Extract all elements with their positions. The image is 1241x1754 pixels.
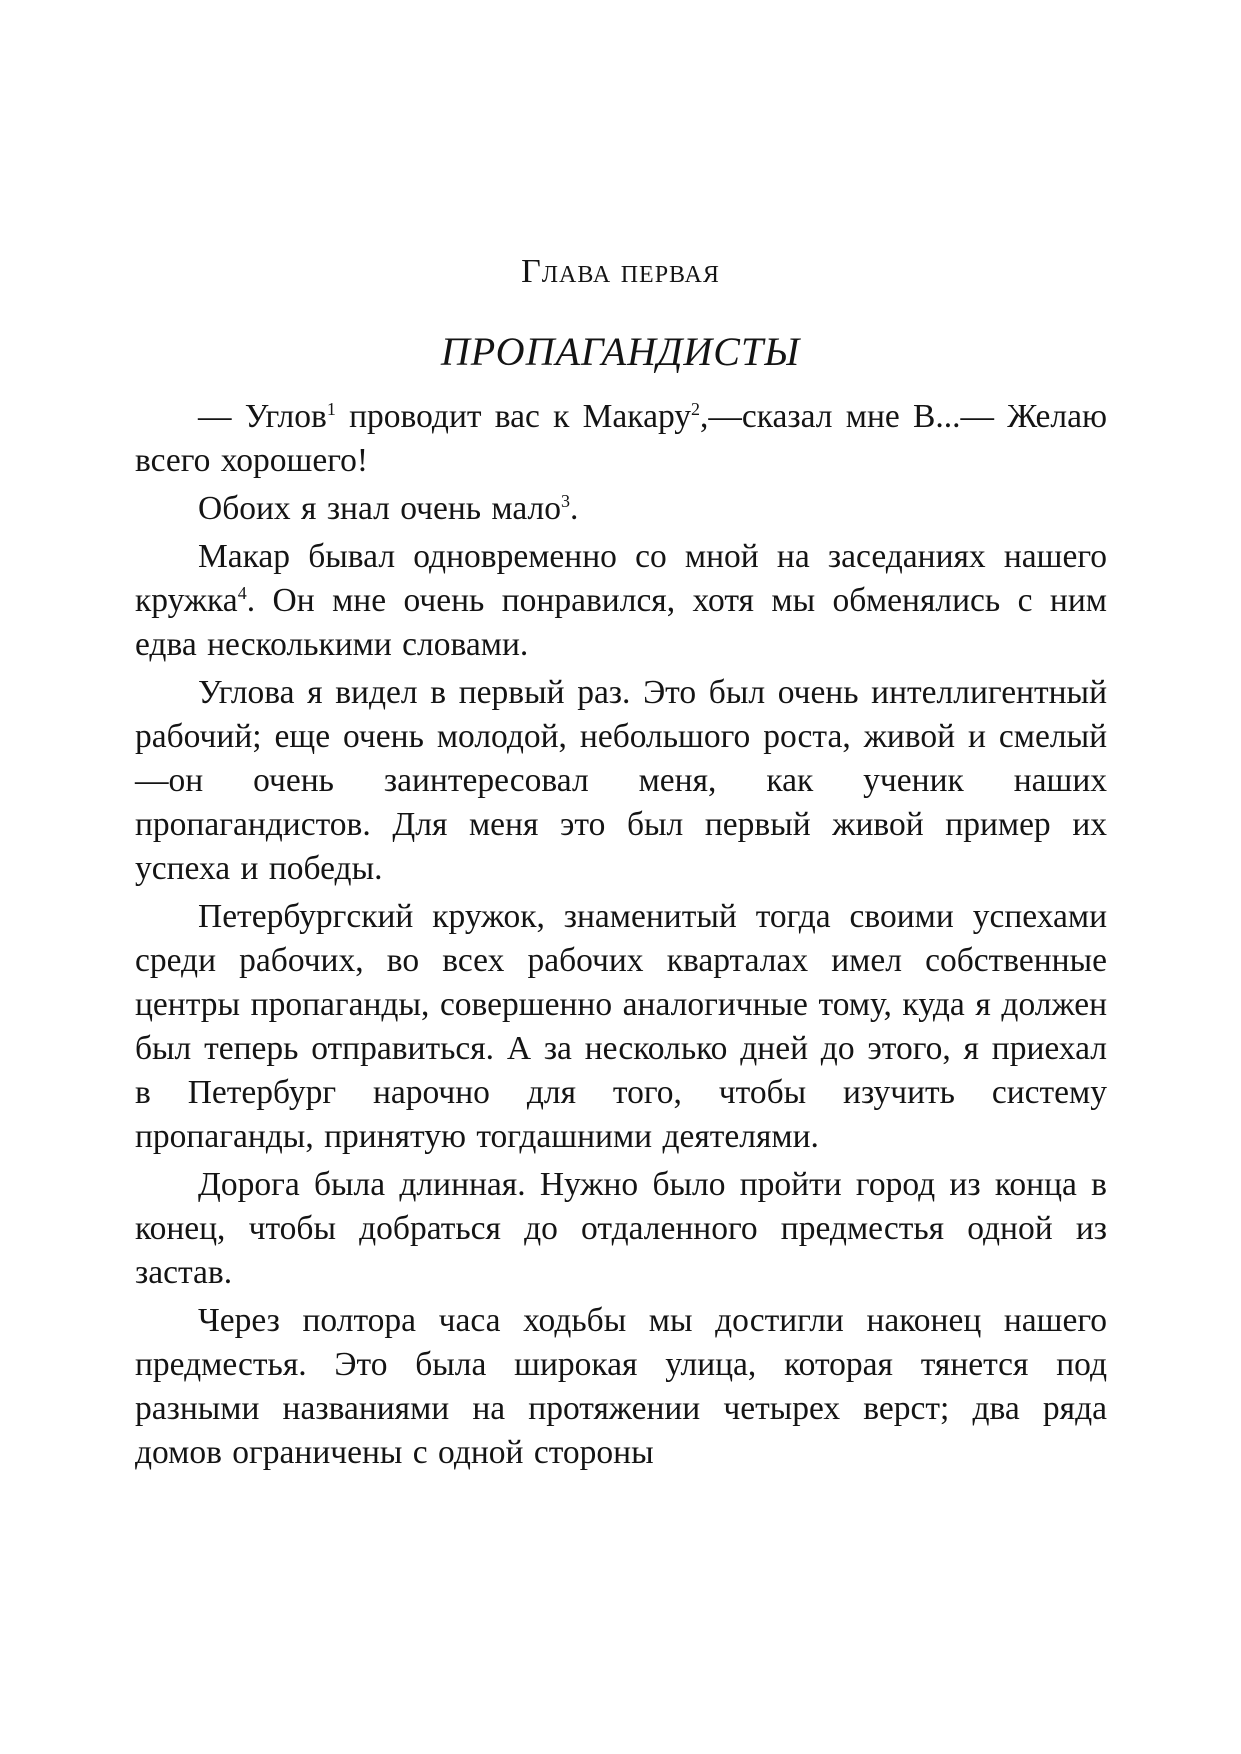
footnote-ref: 1 bbox=[326, 398, 336, 419]
footnote-ref: 2 bbox=[691, 398, 700, 419]
footnote-ref: 4 bbox=[237, 582, 247, 603]
chapter-label: Глава первая bbox=[521, 253, 720, 290]
paragraph-text: проводит вас к Макару bbox=[335, 398, 691, 435]
paragraph-text: Обоих я знал очень мало bbox=[198, 490, 562, 527]
paragraph-uglov: Углова я видел в первый раз. Это был очень интеллигентный рабочий; еще очень молодой, небольшого роста, живой и смелый—он очень заинтересовал меня, как ученик наших пропагандистов. Для меня это был первый живой пример их успеха и победы. bbox=[135, 674, 1107, 887]
chapter-body bbox=[135, 395, 1107, 1479]
paragraph-text: Макар бывал одновременно со мной на заседаниях нашего кружка bbox=[135, 538, 1107, 619]
paragraph-text: . bbox=[570, 490, 579, 527]
paragraph-makar bbox=[135, 535, 1107, 667]
paragraph-text: — Углов bbox=[198, 398, 327, 435]
chapter-title: ПРОПАГАНДИСТЫ bbox=[440, 329, 801, 374]
footnote-ref: 3 bbox=[561, 490, 571, 511]
paragraph-dialogue bbox=[135, 395, 1107, 483]
paragraph-text: . Он мне очень понравился, хотя мы обменялись с ним едва несколькими словами. bbox=[135, 582, 1107, 663]
paragraph-petersburg-circle: Петербургский кружок, знаменитый тогда своими успехами среди рабочих, во всех рабочих кварталах имел собственные центры пропаганды, совершенно аналогичные тому, куда я должен был теперь отправиться. А за несколько дней до этого, я приехал в Петербург нарочно для того, чтобы изучить систему пропаганды, принятую тогдашними деятелями. bbox=[135, 898, 1107, 1155]
paragraph-suburb: Через полтора часа ходьбы мы достигли наконец нашего предместья. Это была широкая улица, которая тянется под разными названиями на протяжении четырех верст; два ряда домов ограничены с одной стороны bbox=[135, 1302, 1107, 1471]
paragraph-road: Дорога была длинная. Нужно было пройти город из конца в конец, чтобы добраться до отдаленного предместья одной из застав. bbox=[135, 1166, 1107, 1291]
paragraph-text: ,—сказал мне В...— Желаю всего хорошего! bbox=[135, 398, 1107, 479]
paragraph-both bbox=[135, 487, 1107, 531]
